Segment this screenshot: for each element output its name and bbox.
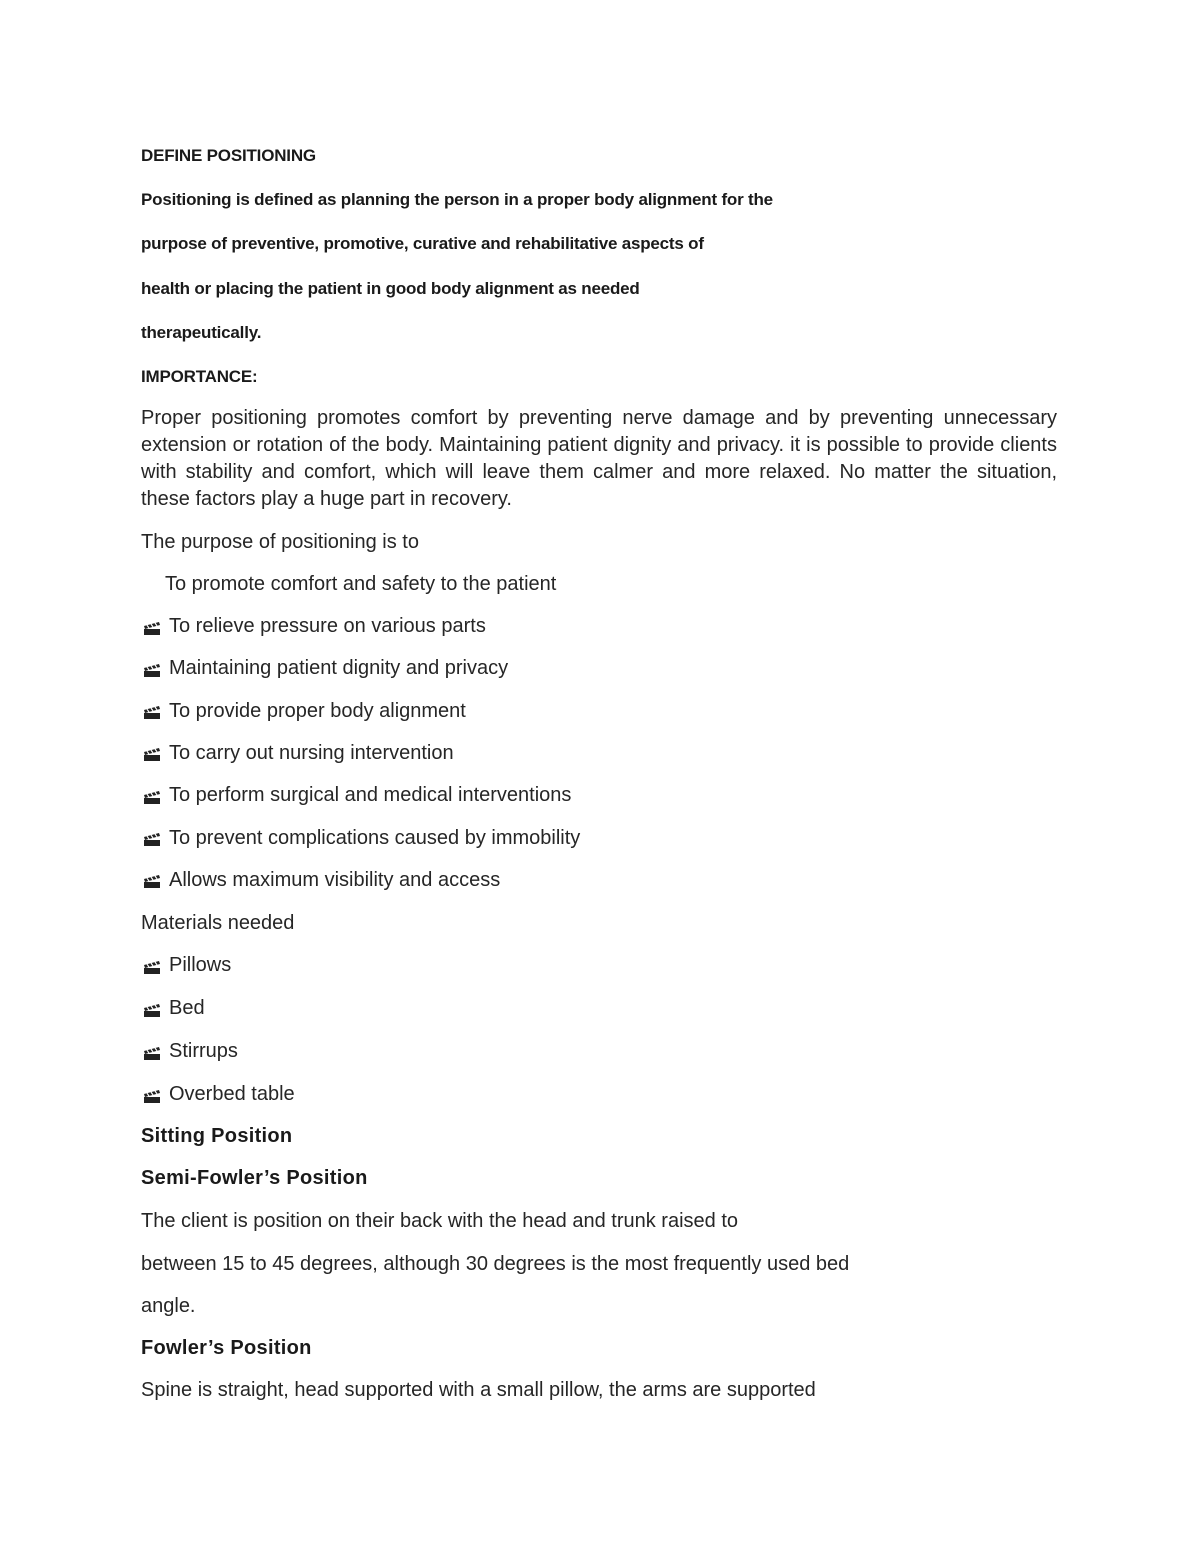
purpose-list-item xyxy=(143,615,486,638)
materials-list-item xyxy=(143,954,231,977)
importance-paragraph: Proper positioning promotes comfort by preventing nerve damage and by preventing unnecessary extension or rotation of the body. Maintaining patient dignity and privacy. it is possible to provide clients with stability and comfort, which will leave them calmer and more relaxed. No matter the situation, these factors play a huge part in recovery. xyxy=(141,407,1057,510)
purpose-list-item xyxy=(143,784,571,807)
semi-fowler-heading: Semi-Fowler’s Position xyxy=(141,1167,368,1189)
clapperboard-icon xyxy=(143,1001,161,1017)
materials-list-item xyxy=(143,1040,238,1063)
clapperboard-icon xyxy=(143,703,161,719)
purpose-list-item xyxy=(143,827,580,850)
purpose-list-item-label: To prevent complications caused by immobility xyxy=(169,826,581,849)
materials-list-item xyxy=(143,997,205,1020)
materials-list-item-label: Stirrups xyxy=(169,1040,238,1062)
definition-line: health or placing the patient in good body alignment as needed xyxy=(141,279,640,298)
clapperboard-icon xyxy=(143,830,161,846)
semi-fowler-line: angle. xyxy=(141,1295,196,1317)
purpose-list-item-label: Maintaining patient dignity and privacy xyxy=(169,657,509,680)
clapperboard-icon xyxy=(143,619,161,635)
clapperboard-icon xyxy=(143,958,161,974)
clapperboard-icon xyxy=(143,1044,161,1060)
definition-line: purpose of preventive, promotive, curative and rehabilitative aspects of xyxy=(141,234,704,253)
purpose-intro: The purpose of positioning is to xyxy=(141,531,419,553)
materials-list-item-label: Pillows xyxy=(169,954,232,976)
fowler-line: Spine is straight, head supported with a small pillow, the arms are supported xyxy=(141,1379,816,1401)
definition-line: Positioning is defined as planning the person in a proper body alignment for the xyxy=(141,190,773,209)
purpose-list-item xyxy=(143,700,466,723)
materials-list-item xyxy=(143,1083,295,1106)
semi-fowler-line: between 15 to 45 degrees, although 30 degrees is the most frequently used bed xyxy=(141,1253,850,1275)
purpose-list-item xyxy=(143,869,500,892)
fowler-heading: Fowler’s Position xyxy=(141,1337,312,1359)
clapperboard-icon xyxy=(143,1087,161,1103)
purpose-list-item-label: To perform surgical and medical interventions xyxy=(169,784,572,807)
purpose-list-item xyxy=(143,742,454,765)
clapperboard-icon xyxy=(143,872,161,888)
clapperboard-icon xyxy=(143,661,161,677)
definition-line: therapeutically. xyxy=(141,323,262,342)
materials-list-item-label: Overbed table xyxy=(169,1083,295,1105)
semi-fowler-line: The client is position on their back with the head and trunk raised to xyxy=(141,1210,739,1232)
purpose-list-item xyxy=(143,657,508,680)
purpose-list-item-label: To provide proper body alignment xyxy=(169,699,466,722)
purpose-list-item-label: To carry out nursing intervention xyxy=(169,741,454,764)
purpose-list-item-label: To relieve pressure on various parts xyxy=(169,615,486,637)
materials-list-item-label: Bed xyxy=(169,997,205,1019)
importance-heading: IMPORTANCE: xyxy=(141,367,258,386)
sitting-position-heading: Sitting Position xyxy=(141,1125,293,1147)
define-heading: DEFINE POSITIONING xyxy=(141,146,316,165)
purpose-list-item-label: Allows maximum visibility and access xyxy=(169,868,501,891)
clapperboard-icon xyxy=(143,788,161,804)
materials-heading: Materials needed xyxy=(141,912,295,934)
purpose-first-item: To promote comfort and safety to the patient xyxy=(165,573,557,595)
clapperboard-icon xyxy=(143,745,161,761)
